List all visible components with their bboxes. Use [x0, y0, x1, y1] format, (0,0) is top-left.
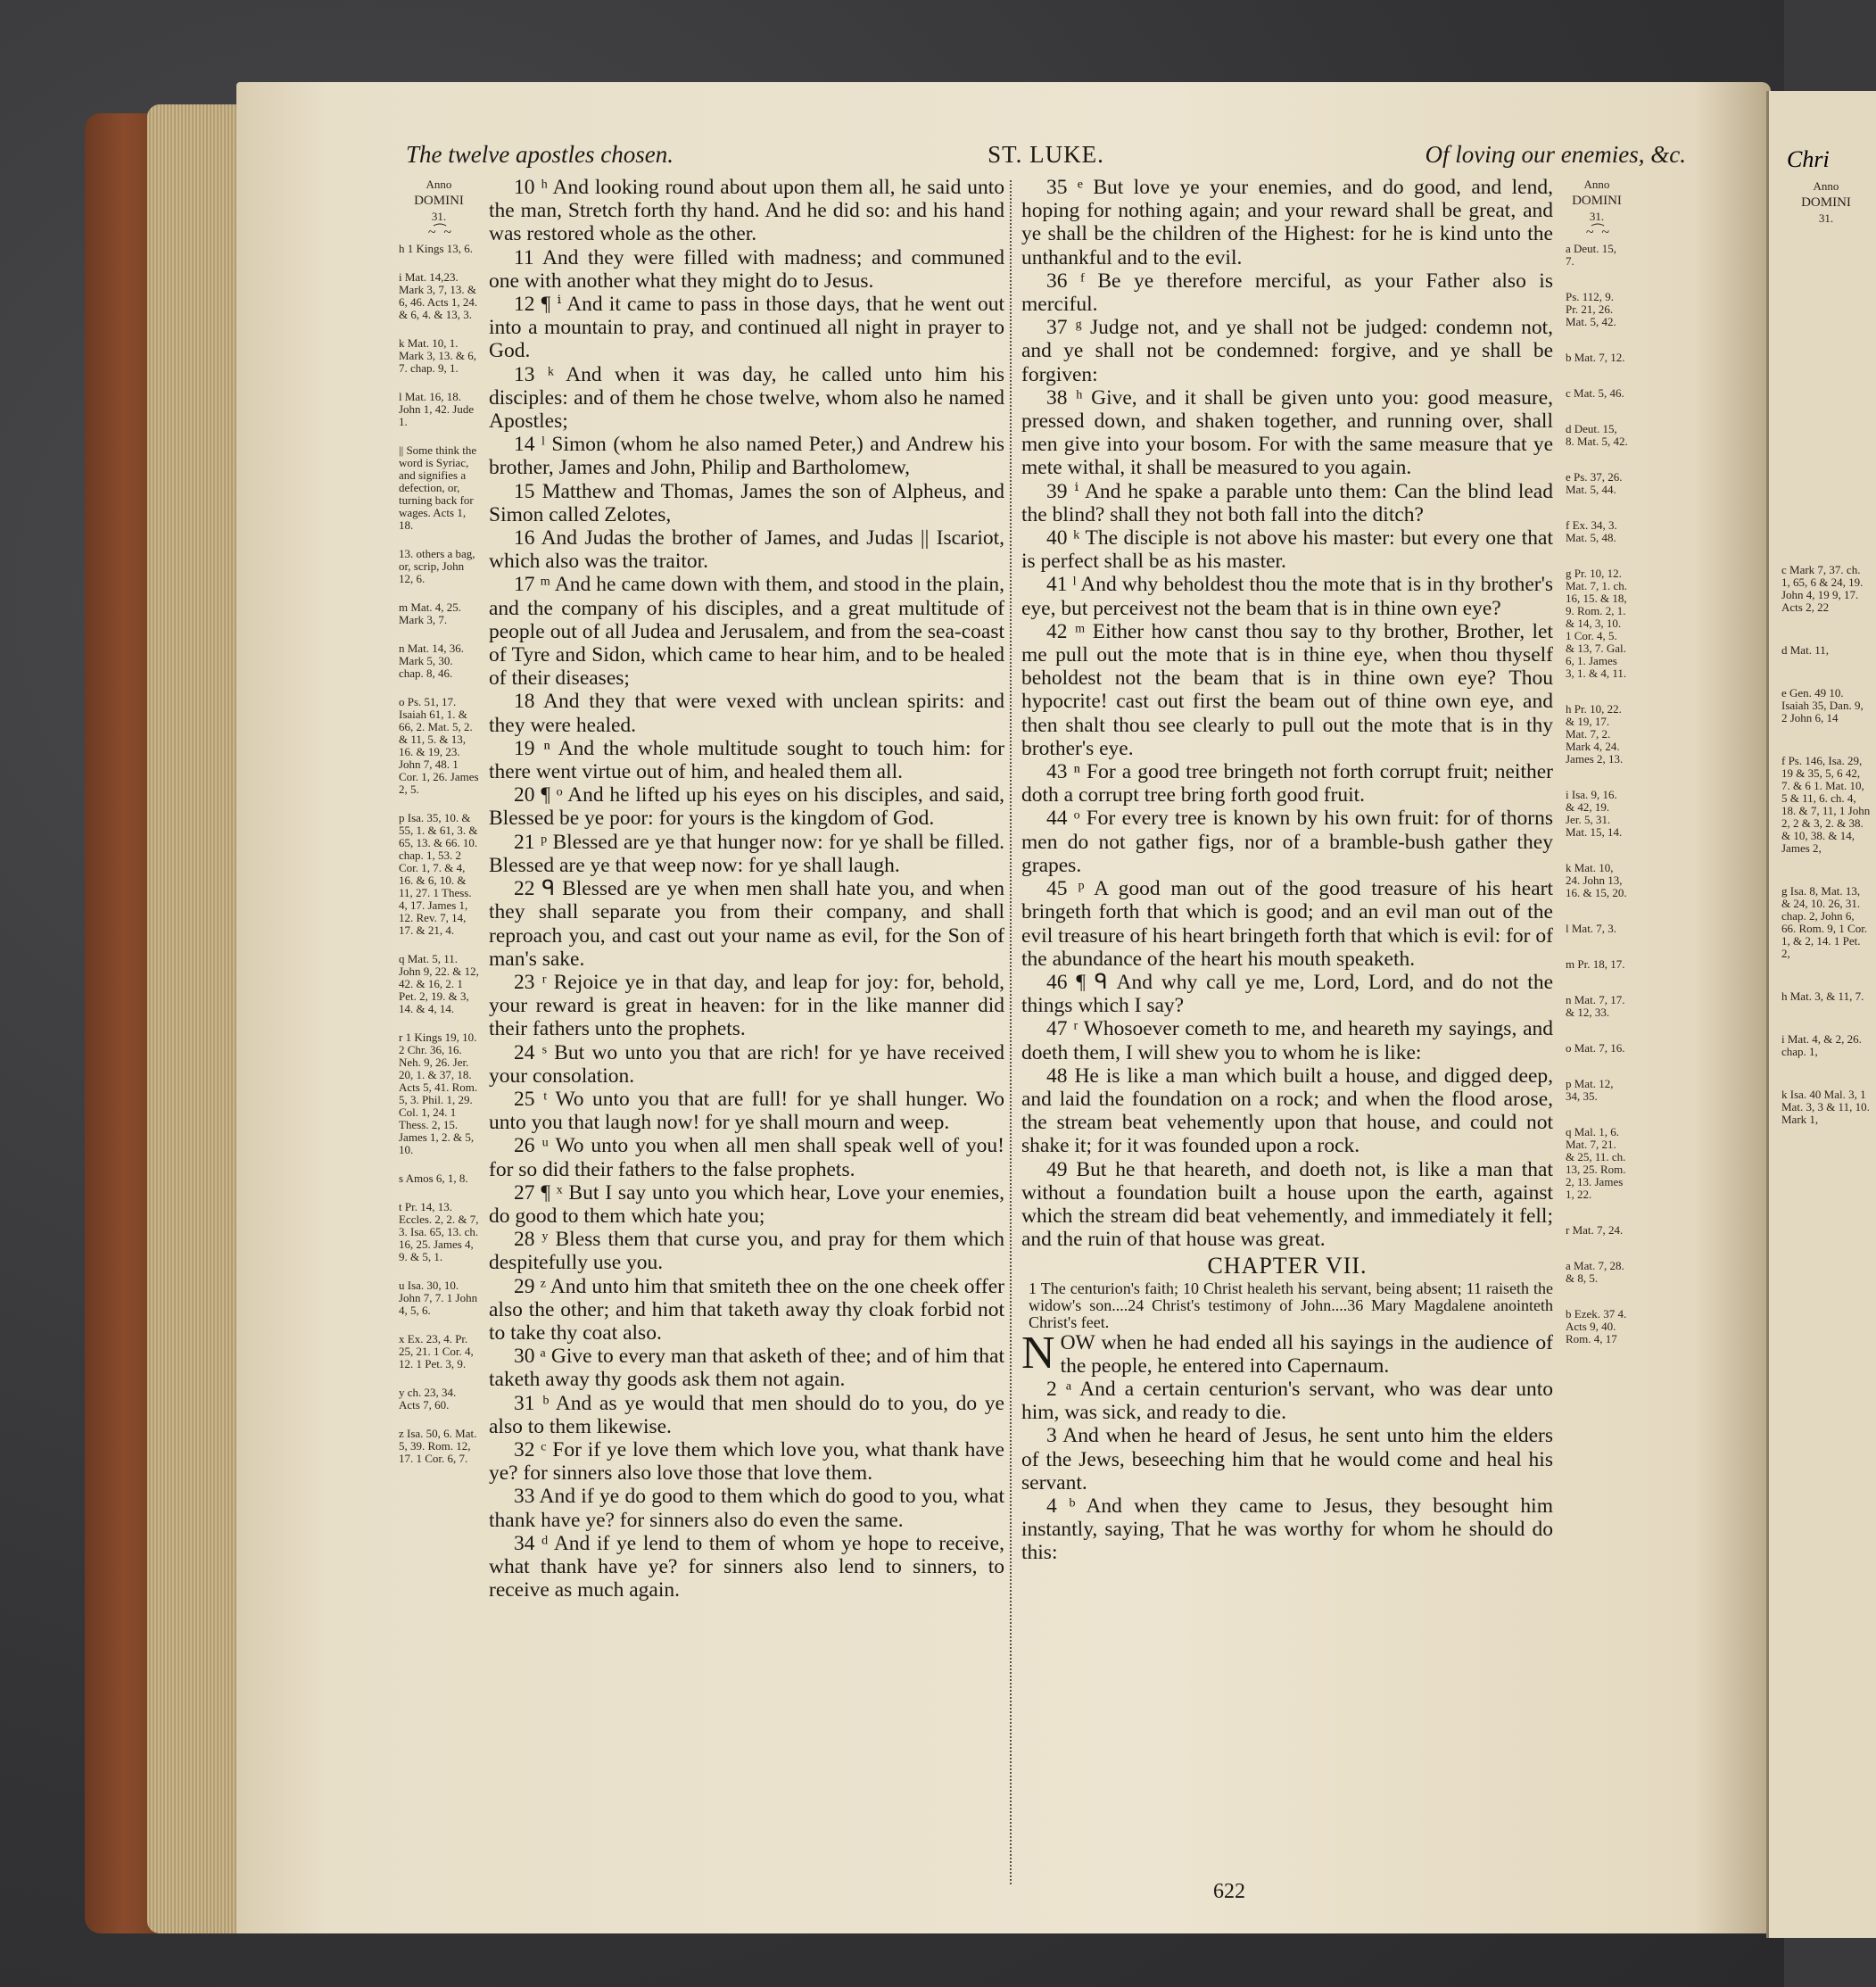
verse: 20 ¶ ᵒ And he lifted up his eyes on his disciples, and said, Blessed be ye poor: for yours is the kingdom of God. — [489, 783, 1004, 831]
right-verses — [1021, 176, 1553, 1251]
margin-reference: 13. others a bag, or, scrip, John 12, 6. — [399, 547, 475, 585]
verse: 35 ᵉ But love ye your enemies, and do good, and lend, hoping for nothing again; and your reward shall be great, and ye shall be the children of the Highest: for he is kind unto the unthankful and to the evil. — [1021, 176, 1553, 269]
left-ref-list — [399, 243, 479, 1469]
next-header-fragment: Chri — [1787, 146, 1830, 172]
margin-reference: h Mat. 3, & 11, 7. — [1781, 989, 1864, 1003]
margin-reference: a Deut. 15, 7. — [1566, 242, 1617, 268]
next-page-margin — [1781, 180, 1871, 1133]
verse: 32 ᶜ For if ye love them which love you, what thank have ye? for sinners also love those that love them. — [489, 1437, 1004, 1486]
verse: 23 ʳ Rejoice ye in that day, and leap for joy: for, behold, your reward is great in heaven: for in the like manner did their fathers unto the prophets. — [489, 970, 1004, 1041]
anno-domini-right — [1566, 178, 1628, 239]
margin-reference: m Mat. 4, 25. Mark 3, 7. — [399, 600, 462, 626]
verse: 15 Matthew and Thomas, James the son of Alpheus, and Simon called Zelotes, — [489, 479, 1004, 526]
margin-reference: z Isa. 50, 6. Mat. 5, 39. Rom. 12, 17. 1 Cor. 6, 7. — [399, 1427, 477, 1465]
verse: 39 ⁱ And he spake a parable unto them: Can the blind lead the blind? shall they not both fall into the ditch? — [1021, 479, 1553, 526]
right-ref-list — [1566, 243, 1628, 1349]
margin-reference: o Ps. 51, 17. Isaiah 61, 1. & 66, 2. Mat. 5, 2. & 11, 5. & 13, 16. & 19, 23. John 7, 48. 1 Cor. 1, 26. James 2, 5. — [399, 695, 479, 796]
right-margin-references — [1566, 178, 1628, 1353]
year-label: 31. — [1589, 210, 1605, 223]
drop-cap: N — [1021, 1327, 1055, 1378]
verse: 45 ᵖ A good man out of the good treasure of his heart bringeth forth that which is good; and an evil man out of the evil treasure of his heart bringeth forth that which is evil: for of the abundance of the heart his mouth speaketh. — [1021, 877, 1553, 971]
margin-reference: h 1 Kings 13, 6. — [399, 242, 474, 255]
column-divider — [1010, 180, 1017, 1884]
verse: 48 He is like a man which built a house, and digged deep, and laid the foundation on a rock; and when the flood arose, the stream beat vehemently upon that house, and could not shake it; for it was founded upon a rock. — [1021, 1064, 1553, 1158]
verse: 49 But he that heareth, and doeth not, is like a man that without a foundation built a house upon the earth, against which the stream did beat vehemently, and immediately it fell; and the ruin of that house was great. — [1021, 1157, 1553, 1252]
margin-reference: k Mat. 10, 1. Mark 3, 13. & 6, 7. chap. 9, 1. — [399, 336, 477, 375]
margin-reference: l Mat. 16, 18. John 1, 42. Jude 1. — [399, 390, 475, 428]
margin-reference: c Mat. 5, 46. — [1566, 386, 1624, 400]
verse: 14 ˡ Simon (whom he also named Peter,) and Andrew his brother, James and John, Philip and Bartholomew, — [489, 433, 1004, 480]
margin-reference: q Mal. 1, 6. Mat. 7, 21. & 25, 11. ch. 13, 25. Rom. 2, 13. James 1, 22. — [1566, 1125, 1626, 1201]
margin-reference: f Ex. 34, 3. Mat. 5, 48. — [1566, 518, 1617, 544]
margin-reference: b Mat. 7, 12. — [1566, 351, 1625, 364]
verse: 29 ᶻ And unto him that smiteth thee on the one cheek offer also the other; and him that taketh away thy cloak forbid not to take thy coat also. — [489, 1274, 1004, 1345]
anno-domini-left — [399, 178, 479, 239]
year-label: 31. — [431, 210, 447, 223]
verse: 18 And they that were vexed with unclean spirits: and they were healed. — [489, 690, 1004, 737]
header-center: ST. LUKE. — [988, 141, 1104, 168]
margin-reference: u Isa. 30, 10. John 7, 7. 1 John 4, 5, 6. — [399, 1279, 478, 1317]
margin-reference: m Pr. 18, 17. — [1566, 957, 1625, 971]
chapter-summary: 1 The centurion's faith; 10 Christ healeth his servant, being absent; 11 raiseth the widow's son....24 Christ's testimony of John....36 Mary Magdalene anointeth Christ's feet. — [1029, 1279, 1553, 1331]
verse: 21 ᵖ Blessed are ye that hunger now: for ye shall be filled. Blessed are ye that weep now: for ye shall laugh. — [489, 830, 1004, 877]
chapter-verse-1 — [1021, 1327, 1553, 1378]
next-ref-list — [1781, 564, 1871, 1130]
verse: 19 ⁿ And the whole multitude sought to touch him: for there went virtue out of him, and healed them all. — [489, 736, 1004, 784]
verse: 24 ˢ But wo unto you that are rich! for ye have received your consolation. — [489, 1040, 1004, 1088]
verse: 16 And Judas the brother of James, and Judas || Iscariot, which also was the traitor. — [489, 526, 1004, 574]
chapter-heading: CHAPTER VII. — [1207, 1253, 1368, 1279]
margin-reference: q Mat. 5, 11. John 9, 22. & 12, 42. & 16, 2. 1 Pet. 2, 19. & 3, 14. & 4, 14. — [399, 952, 479, 1015]
margin-reference: c Mark 7, 37. ch. 1, 65, 6 & 24, 19. John 4, 19 9, 17. Acts 2, 22 — [1781, 563, 1864, 614]
verse-1-text: OW when he had ended all his sayings in the audience of the people, he entered into Capernaum. — [1060, 1330, 1553, 1378]
anno-label: Anno — [1813, 179, 1839, 193]
verse: 17 ᵐ And he came down with them, and stood in the plain, and the company of his disciples, and a great multitude of people out of all Judea and Jerusalem, and from the sea-coast of Tyre and Sidon, which came to hear him, and to be healed of their diseases; — [489, 573, 1004, 691]
margin-reference: n Mat. 14, 36. Mark 5, 30. chap. 8, 46. — [399, 642, 464, 680]
open-book — [85, 82, 1871, 1938]
margin-reference: b Ezek. 37 4. Acts 9, 40. Rom. 4, 17 — [1566, 1307, 1627, 1345]
verse: 4 ᵇ And when they came to Jesus, they besought him instantly, saying, That he was worthy for whom he should do this: — [1021, 1494, 1553, 1565]
verse: 12 ¶ ⁱ And it came to pass in those days, that he went out into a mountain to pray, and continued all night in prayer to God. — [489, 293, 1004, 363]
margin-reference: g Isa. 8, Mat. 13, & 24, 10. 26, 31. chap. 2, John 6, 66. Rom. 9, 1 Cor. 1, & 2, 14. 1 Pet. 2, — [1781, 884, 1868, 960]
margin-reference: || Some think the word is Syriac, and signifies a defection, or, turning back for wages. Acts 1, 18. — [399, 443, 477, 532]
verse: 10 ʰ And looking round about upon them all, he said unto the man, Stretch forth thy hand. And he did so: and his hand was restored whole as the other. — [489, 176, 1004, 246]
verse: 22 ᑫ Blessed are ye when men shall hate you, and when they shall separate you from their company, and shall reproach you, and cast out your name as evil, for the Son of man's sake. — [489, 877, 1004, 971]
chapter-verses — [1021, 1378, 1553, 1565]
left-margin-references — [399, 178, 479, 1472]
verse: 27 ¶ ˣ But I say unto you which hear, Love your enemies, do good to them which hate you; — [489, 1180, 1004, 1228]
verse: 30 ᵃ Give to every man that asketh of thee; and of him that taketh away thy goods ask them not again. — [489, 1345, 1004, 1392]
verse: 46 ¶ ᑫ And why call ye me, Lord, Lord, and do not the things which I say? — [1021, 970, 1553, 1018]
margin-reference: k Mat. 10, 24. John 13, 16. & 15, 20. — [1566, 861, 1627, 899]
margin-reference: p Isa. 35, 10. & 55, 1. & 61, 3. & 65, 13. & 66. 10. chap. 1, 53. 2 Cor. 1, 7. & 4, 16. & 6, 10. & 11, 27. 1 Thess. 4, 17. James 1, 12. Rev. 7, 14, 17. & 21, 4. — [399, 811, 478, 937]
verse: 25 ᵗ Wo unto you that are full! for ye shall hunger. Wo unto you that laugh now! for ye shall mourn and weep. — [489, 1087, 1004, 1135]
margin-reference: h Pr. 10, 22. & 19, 17. Mat. 7, 2. Mark 4, 24. James 2, 13. — [1566, 702, 1624, 766]
margin-reference: k Isa. 40 Mal. 3, 1 Mat. 3, 3 & 11, 10. Mark 1, — [1781, 1088, 1870, 1126]
margin-reference: o Mat. 7, 16. — [1566, 1041, 1625, 1055]
margin-reference: r Mat. 7, 24. — [1566, 1223, 1624, 1237]
book-page — [236, 82, 1771, 1933]
margin-reference: e Gen. 49 10. Isaiah 35, Dan. 9, 2 John 6, 14 — [1781, 686, 1864, 724]
verse: 34 ᵈ And if ye lend to them of whom ye hope to receive, what thank have ye? for sinners also lend to sinners, to receive as much again. — [489, 1531, 1004, 1602]
left-column-text — [489, 176, 1004, 1893]
verse: 44 ᵒ For every tree is known by his own fruit: for of thorns men do not gather figs, nor of a bramble-bush gather they grapes. — [1021, 807, 1553, 877]
verse: 43 ⁿ For a good tree bringeth not forth corrupt fruit; neither doth a corrupt tree bring forth good fruit. — [1021, 760, 1553, 807]
right-column-text — [1021, 176, 1553, 1893]
verse: 38 ʰ Give, and it shall be given unto you: good measure, pressed down, and shaken together, and running over, shall men give into your bosom. For with the same measure that ye mete withal, it shall be measured to you again. — [1021, 385, 1553, 480]
verse: 28 ʸ Bless them that curse you, and pray for them which despitefully use you. — [489, 1228, 1004, 1275]
verse: 40 ᵏ The disciple is not above his master: but every one that is perfect shall be as his master. — [1021, 526, 1553, 574]
page-number: 622 — [1213, 1880, 1245, 1903]
verse: 11 And they were filled with madness; and communed one with another what they might do to Jesus. — [489, 245, 1004, 293]
verse: 41 ˡ And why beholdest thou the mote that is in thy brother's eye, but perceivest not the beam that is in thine own eye? — [1021, 573, 1553, 620]
header-right: Of loving our enemies, &c. — [1425, 141, 1686, 168]
margin-reference: s Amos 6, 1, 8. — [399, 1172, 468, 1185]
margin-reference: d Deut. 15, 8. Mat. 5, 42. — [1566, 422, 1628, 448]
running-header — [406, 141, 1686, 177]
verse: 31 ᵇ And as ye would that men should do to you, do ye also to them likewise. — [489, 1391, 1004, 1438]
margin-reference: g Pr. 10, 12. Mat. 7, 1. ch. 16, 15. & 18, 9. Rom. 2, 1. & 14, 3, 10. 1 Cor. 4, 5. & 13, 7. Gal. 6, 1. James 3, 1. & 4, 11. — [1566, 567, 1627, 680]
margin-reference: d Mat. 11, — [1781, 643, 1829, 657]
margin-reference: Ps. 112, 9. Pr. 21, 26. Mat. 5, 42. — [1566, 290, 1616, 328]
verse: 13 ᵏ And when it was day, he called unto him his disciples: and of them he chose twelve, whom also he named Apostles; — [489, 362, 1004, 434]
domini-label: DOMINI — [414, 194, 464, 208]
margin-reference: e Ps. 37, 26. Mat. 5, 44. — [1566, 470, 1623, 496]
next-page-edge — [1766, 91, 1876, 1938]
margin-reference: f Ps. 146, Isa. 29, 19 & 35, 5, 6 42, 7. & 6 1. Mat. 10, 5 & 11, 6. ch. 4, 18. & 7, 11, 1 John 2, 2 & 3, 2. & 38. & 10, 38. & 14, James 2, — [1781, 754, 1871, 855]
margin-reference: t Pr. 14, 13. Eccles. 2, 2. & 7, 3. Isa. 65, 13. ch. 16, 25. James 4, 9. & 5, 1. — [399, 1200, 479, 1263]
margin-reference: p Mat. 12, 34, 35. — [1566, 1077, 1614, 1103]
swash-ornament: ~⁀~ — [1585, 225, 1608, 240]
verse: 47 ʳ Whosoever cometh to me, and heareth my sayings, and doeth them, I will shew you to whom he is like: — [1021, 1017, 1553, 1064]
margin-reference: x Ex. 23, 4. Pr. 25, 21. 1 Cor. 4, 12. 1 Pet. 3, 9. — [399, 1332, 474, 1370]
header-left: The twelve apostles chosen. — [406, 141, 674, 168]
year-label: 31. — [1818, 211, 1834, 225]
verse: 3 And when he heard of Jesus, he sent unto him the elders of the Jews, beseeching him that he would come and heal his servant. — [1021, 1424, 1553, 1494]
margin-reference: l Mat. 7, 3. — [1566, 922, 1617, 935]
margin-reference: i Isa. 9, 16. & 42, 19. Jer. 5, 31. Mat. 15, 14. — [1566, 788, 1623, 839]
anno-label: Anno — [1583, 178, 1610, 191]
margin-reference: r 1 Kings 19, 10. 2 Chr. 36, 16. Neh. 9, 26. Jer. 20, 1. & 37, 18. Acts 5, 41. Rom. 5, 3. Phil. 1, 29. Col. 1, 24. 1 Thess. 2, 15. James 1, 2. & 5, 10. — [399, 1031, 478, 1156]
anno-label: Anno — [426, 178, 452, 191]
verse: 33 And if ye do good to them which do good to you, what thank have ye? for sinners also do even the same. — [489, 1485, 1004, 1532]
verse: 37 ᵍ Judge not, and ye shall not be judged: condemn not, and ye shall not be condemned: forgive, and ye shall be forgiven: — [1021, 316, 1553, 386]
swash-ornament: ~⁀~ — [427, 225, 450, 240]
domini-label: DOMINI — [1801, 195, 1851, 210]
margin-reference: a Mat. 7, 28. & 8, 5. — [1566, 1259, 1624, 1285]
verse: 2 ᵃ And a certain centurion's servant, who was dear unto him, was sick, and ready to die. — [1021, 1377, 1553, 1425]
verse: 42 ᵐ Either how canst thou say to thy brother, Brother, let me pull out the mote that is in thine eye, when thou thyself beholdest not the beam that is in thine own eye? Thou hypocrite! cast out first the beam out of thine own eye, and then shalt thou see clearly to pull out the mote that is in thy brother's eye. — [1021, 619, 1553, 760]
verse: 26 ᵘ Wo unto you when all men shall speak well of you! for so did their fathers to the false prophets. — [489, 1134, 1004, 1181]
anno-domini-next — [1781, 180, 1871, 225]
margin-reference: i Mat. 4, & 2, 26. chap. 1, — [1781, 1032, 1862, 1058]
verse: 36 ᶠ Be ye therefore merciful, as your Father also is merciful. — [1021, 269, 1553, 317]
margin-reference: n Mat. 7, 17. & 12, 33. — [1566, 993, 1625, 1019]
margin-reference: y ch. 23, 34. Acts 7, 60. — [399, 1386, 457, 1412]
margin-reference: i Mat. 14,23. Mark 3, 7, 13. & 6, 46. Acts 1, 24. & 6, 4. & 13, 3. — [399, 270, 478, 321]
domini-label: DOMINI — [1572, 194, 1622, 208]
